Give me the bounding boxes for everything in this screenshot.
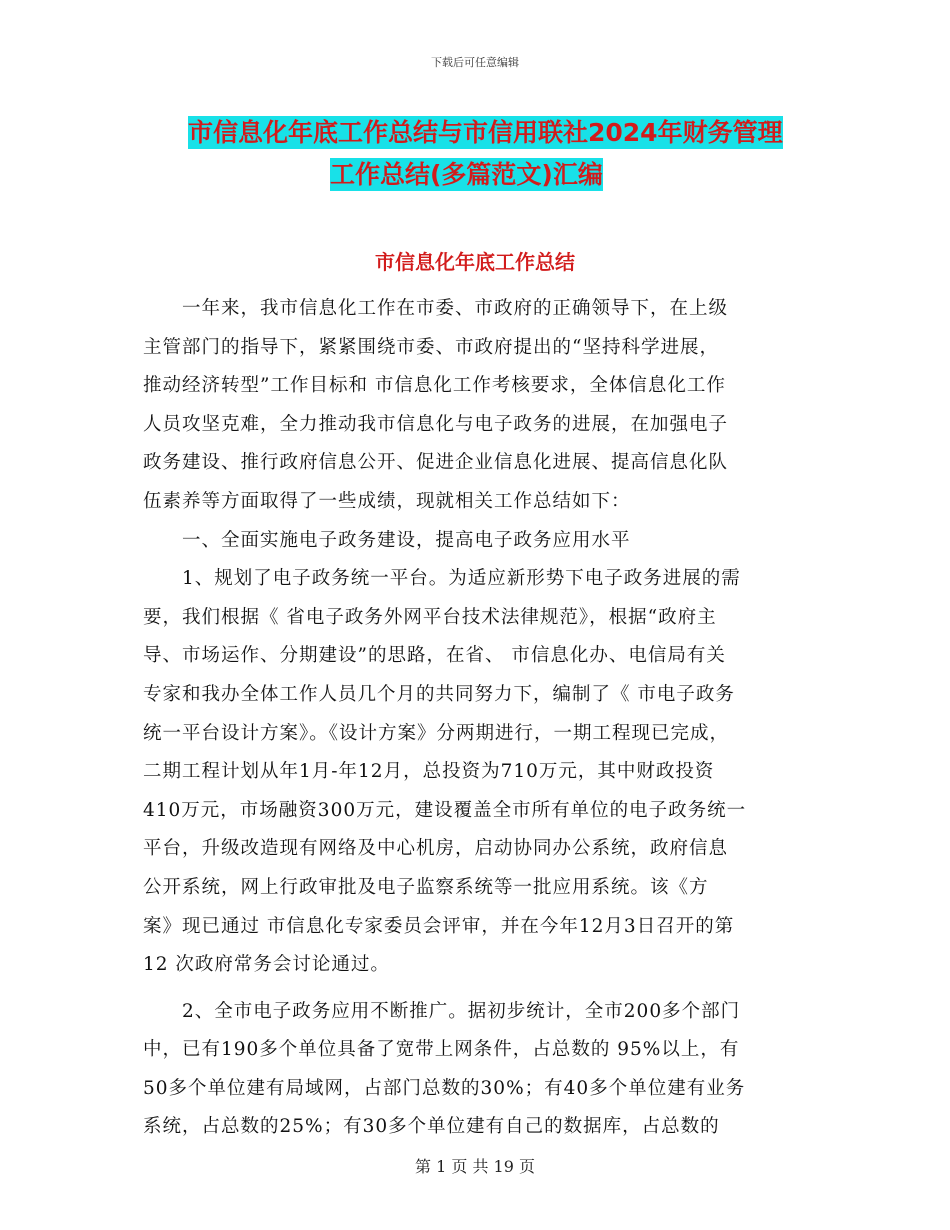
body-text bbox=[143, 290, 813, 1147]
body-line: 12 次政府常务会讨论通过。 bbox=[143, 954, 390, 976]
body-line: 一、全面实施电子政务建设，提高电子政务应用水平 bbox=[143, 529, 631, 551]
body-line: 要，我们根据《 省电子政务外网平台技术法律规范》，根据“政府主 bbox=[143, 606, 717, 628]
body-line: 二期工程计划从年1月-年12月，总投资为710万元，其中财政投资 bbox=[143, 761, 715, 783]
body-line: 推动经济转型”工作目标和 市信息化工作考核要求，全体信息化工作 bbox=[143, 375, 726, 397]
body-line: 一年来，我市信息化工作在市委、市政府的正确领导下，在上级 bbox=[143, 298, 729, 319]
body-line: 统一平台设计方案》。《设计方案》分两期进行，一期工程现已完成， bbox=[143, 722, 730, 744]
body-line: 2、全市电子政务应用不断推广。据初步统计，全市200多个部门 bbox=[143, 1000, 741, 1022]
body-line: 人员攻坚克难，全力推动我市信息化与电子政务的进展，在加强电子 bbox=[143, 413, 729, 435]
document-title-line-2: 工作总结(多篇范文)汇编 bbox=[330, 160, 603, 189]
body-line: 主管部门的指导下，紧紧围绕市委、市政府提出的“坚持科学进展， bbox=[143, 336, 719, 358]
document-title-line-1: 市信息化年底工作总结与市信用联社2024年财务管理 bbox=[188, 118, 783, 147]
body-line: 政务建设、推行政府信息公开、促进企业信息化进展、提高信息化队 bbox=[143, 452, 729, 474]
body-line: 专家和我办全体工作人员几个月的共同努力下，编制了《 市电子政务 bbox=[143, 683, 735, 705]
paragraph-gap bbox=[143, 985, 813, 993]
body-line: 公开系统，网上行政审批及电子监察系统等一批应用系统。该《方 bbox=[143, 876, 709, 898]
body-line: 系统，占总数的25%；有30多个单位建有自己的数据库，占总数的 bbox=[143, 1116, 720, 1138]
body-line: 410万元，市场融资300万元，建设覆盖全市所有单位的电子政务统一 bbox=[143, 799, 747, 821]
body-line: 平台，升级改造现有网络及中心机房，启动协同办公系统，政府信息 bbox=[143, 838, 729, 860]
body-line: 50多个单位建有局域网，占部门总数的30%；有40多个单位建有业务 bbox=[143, 1077, 746, 1099]
body-line: 导、市场运作、分期建设”的思路，在省、 市信息化办、电信局有关 bbox=[143, 645, 726, 667]
header-note: 下载后可任意编辑 bbox=[431, 56, 519, 69]
body-line: 中，已有190多个单位具备了宽带上网条件，占总数的 95%以上，有 bbox=[143, 1039, 740, 1061]
body-line: 案》现已通过 市信息化专家委员会评审，并在今年12月3日召开的第 bbox=[143, 915, 735, 937]
page-footer: 第 1 页 共 19 页 bbox=[415, 1157, 535, 1176]
body-line: 1、规划了电子政务统一平台。为适应新形势下电子政务进展的需 bbox=[143, 568, 741, 590]
body-line: 伍素养等方面取得了一些成绩，现就相关工作总结如下： bbox=[143, 490, 631, 512]
section-title: 市信息化年底工作总结 bbox=[375, 250, 575, 274]
